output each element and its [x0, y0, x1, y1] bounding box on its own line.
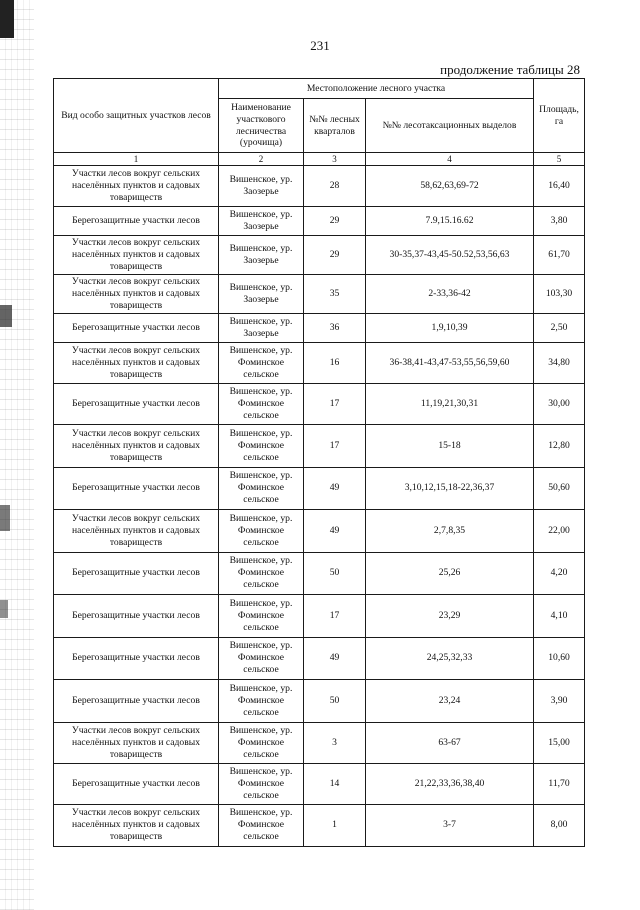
cell-area: 11,70 — [534, 763, 585, 804]
cell-forestry-name: Вишенское, ур. Фоминское сельское — [219, 342, 304, 383]
cell-quarter: 36 — [304, 313, 366, 342]
cell-area: 16,40 — [534, 166, 585, 207]
cell-forestry-name: Вишенское, ур. Фоминское сельское — [219, 637, 304, 679]
cell-quarter: 3 — [304, 722, 366, 763]
cell-forestry-name: Вишенское, ур. Заозерье — [219, 274, 304, 313]
cell-forest-type: Берегозащитные участки лесов — [54, 467, 219, 509]
table-caption: продолжение таблицы 28 — [440, 62, 580, 77]
cell-area: 34,80 — [534, 342, 585, 383]
cell-area: 12,80 — [534, 424, 585, 467]
cell-forestry-name: Вишенское, ур. Фоминское сельское — [219, 467, 304, 509]
cell-forestry-name: Вишенское, ур. Заозерье — [219, 166, 304, 207]
cell-parcels: 36-38,41-43,47-53,55,56,59,60 — [366, 342, 534, 383]
cell-area: 2,50 — [534, 313, 585, 342]
cell-forest-type: Берегозащитные участки лесов — [54, 637, 219, 679]
cell-parcels: 2-33,36-42 — [366, 274, 534, 313]
cell-parcels: 7.9,15.16.62 — [366, 207, 534, 236]
cell-quarter: 1 — [304, 804, 366, 846]
cell-area: 4,10 — [534, 594, 585, 637]
header-area: Площадь, га — [534, 79, 585, 153]
cell-forest-type: Берегозащитные участки лесов — [54, 679, 219, 722]
table-row — [54, 763, 585, 804]
cell-area: 50,60 — [534, 467, 585, 509]
cell-quarter: 29 — [304, 236, 366, 275]
cell-parcels: 24,25,32,33 — [366, 637, 534, 679]
cell-quarter: 35 — [304, 274, 366, 313]
column-number-row — [54, 153, 585, 166]
cell-parcels: 25,26 — [366, 552, 534, 594]
cell-quarter: 28 — [304, 166, 366, 207]
cell-quarter: 17 — [304, 594, 366, 637]
page-number: 231 — [310, 38, 330, 53]
cell-forestry-name: Вишенское, ур. Фоминское сельское — [219, 594, 304, 637]
column-number: 2 — [219, 153, 304, 166]
cell-forest-type: Берегозащитные участки лесов — [54, 552, 219, 594]
cell-quarter: 17 — [304, 383, 366, 424]
cell-parcels: 58,62,63,69-72 — [366, 166, 534, 207]
cell-forest-type: Участки лесов вокруг сельских населённых пунктов и садовых товариществ — [54, 722, 219, 763]
table-row — [54, 679, 585, 722]
cell-parcels: 15-18 — [366, 424, 534, 467]
scan-artifact — [0, 600, 8, 618]
header-parcels: №№ лесотаксационных выделов — [366, 99, 534, 153]
cell-forest-type: Берегозащитные участки лесов — [54, 207, 219, 236]
cell-forestry-name: Вишенское, ур. Фоминское сельское — [219, 804, 304, 846]
header-type: Вид особо защитных участков лесов — [54, 79, 219, 153]
cell-forestry-name: Вишенское, ур. Заозерье — [219, 236, 304, 275]
cell-area: 15,00 — [534, 722, 585, 763]
cell-forestry-name: Вишенское, ур. Фоминское сельское — [219, 509, 304, 552]
cell-area: 61,70 — [534, 236, 585, 275]
table-row — [54, 236, 585, 275]
table-row — [54, 552, 585, 594]
table-row — [54, 467, 585, 509]
table-row — [54, 804, 585, 846]
cell-forestry-name: Вишенское, ур. Фоминское сельское — [219, 424, 304, 467]
cell-area: 103,30 — [534, 274, 585, 313]
forest-area-table — [53, 78, 585, 847]
cell-quarter: 49 — [304, 467, 366, 509]
table-row — [54, 207, 585, 236]
cell-forest-type: Берегозащитные участки лесов — [54, 383, 219, 424]
cell-forest-type: Берегозащитные участки лесов — [54, 313, 219, 342]
cell-forest-type: Участки лесов вокруг сельских населённых пунктов и садовых товариществ — [54, 166, 219, 207]
cell-forest-type: Участки лесов вокруг сельских населённых пунктов и садовых товариществ — [54, 274, 219, 313]
cell-forestry-name: Вишенское, ур. Фоминское сельское — [219, 679, 304, 722]
cell-forest-type: Берегозащитные участки лесов — [54, 594, 219, 637]
cell-parcels: 63-67 — [366, 722, 534, 763]
table-row — [54, 166, 585, 207]
cell-parcels: 3,10,12,15,18-22,36,37 — [366, 467, 534, 509]
cell-area: 22,00 — [534, 509, 585, 552]
cell-quarter: 17 — [304, 424, 366, 467]
cell-forestry-name: Вишенское, ур. Фоминское сельское — [219, 763, 304, 804]
table-row — [54, 594, 585, 637]
cell-parcels: 3-7 — [366, 804, 534, 846]
cell-parcels: 30-35,37-43,45-50.52,53,56,63 — [366, 236, 534, 275]
cell-quarter: 50 — [304, 552, 366, 594]
table-row — [54, 637, 585, 679]
cell-area: 10,60 — [534, 637, 585, 679]
cell-forest-type: Участки лесов вокруг сельских населённых пунктов и садовых товариществ — [54, 342, 219, 383]
cell-area: 3,90 — [534, 679, 585, 722]
cell-quarter: 50 — [304, 679, 366, 722]
cell-parcels: 2,7,8,35 — [366, 509, 534, 552]
table-row — [54, 424, 585, 467]
scan-artifact — [0, 305, 12, 327]
cell-parcels: 23,29 — [366, 594, 534, 637]
header-name: Наименование участкового лесничества (урочища) — [219, 99, 304, 153]
cell-quarter: 29 — [304, 207, 366, 236]
cell-area: 30,00 — [534, 383, 585, 424]
scan-artifact — [0, 0, 14, 38]
cell-parcels: 11,19,21,30,31 — [366, 383, 534, 424]
cell-forest-type: Участки лесов вокруг сельских населённых пунктов и садовых товариществ — [54, 509, 219, 552]
header-row — [54, 79, 585, 99]
table-row — [54, 342, 585, 383]
cell-quarter: 49 — [304, 509, 366, 552]
cell-forestry-name: Вишенское, ур. Фоминское сельское — [219, 552, 304, 594]
column-number: 5 — [534, 153, 585, 166]
column-number: 1 — [54, 153, 219, 166]
cell-quarter: 14 — [304, 763, 366, 804]
cell-forestry-name: Вишенское, ур. Фоминское сельское — [219, 722, 304, 763]
column-number: 3 — [304, 153, 366, 166]
cell-forestry-name: Вишенское, ур. Фоминское сельское — [219, 383, 304, 424]
cell-forestry-name: Вишенское, ур. Заозерье — [219, 313, 304, 342]
cell-area: 4,20 — [534, 552, 585, 594]
cell-forest-type: Участки лесов вокруг сельских населённых пунктов и садовых товариществ — [54, 804, 219, 846]
cell-parcels: 1,9,10,39 — [366, 313, 534, 342]
cell-forest-type: Участки лесов вокруг сельских населённых пунктов и садовых товариществ — [54, 236, 219, 275]
cell-parcels: 23,24 — [366, 679, 534, 722]
scan-artifact — [0, 505, 10, 531]
scan-edge-noise — [0, 0, 34, 910]
cell-forestry-name: Вишенское, ур. Заозерье — [219, 207, 304, 236]
cell-forest-type: Участки лесов вокруг сельских населённых пунктов и садовых товариществ — [54, 424, 219, 467]
cell-forest-type: Берегозащитные участки лесов — [54, 763, 219, 804]
cell-quarter: 16 — [304, 342, 366, 383]
cell-parcels: 21,22,33,36,38,40 — [366, 763, 534, 804]
header-quarter: №№ лесных кварталов — [304, 99, 366, 153]
header-location: Местоположение лесного участка — [219, 79, 534, 99]
table-row — [54, 722, 585, 763]
table-row — [54, 509, 585, 552]
table-row — [54, 274, 585, 313]
table-row — [54, 313, 585, 342]
cell-quarter: 49 — [304, 637, 366, 679]
table-row — [54, 383, 585, 424]
column-number: 4 — [366, 153, 534, 166]
cell-area: 8,00 — [534, 804, 585, 846]
cell-area: 3,80 — [534, 207, 585, 236]
